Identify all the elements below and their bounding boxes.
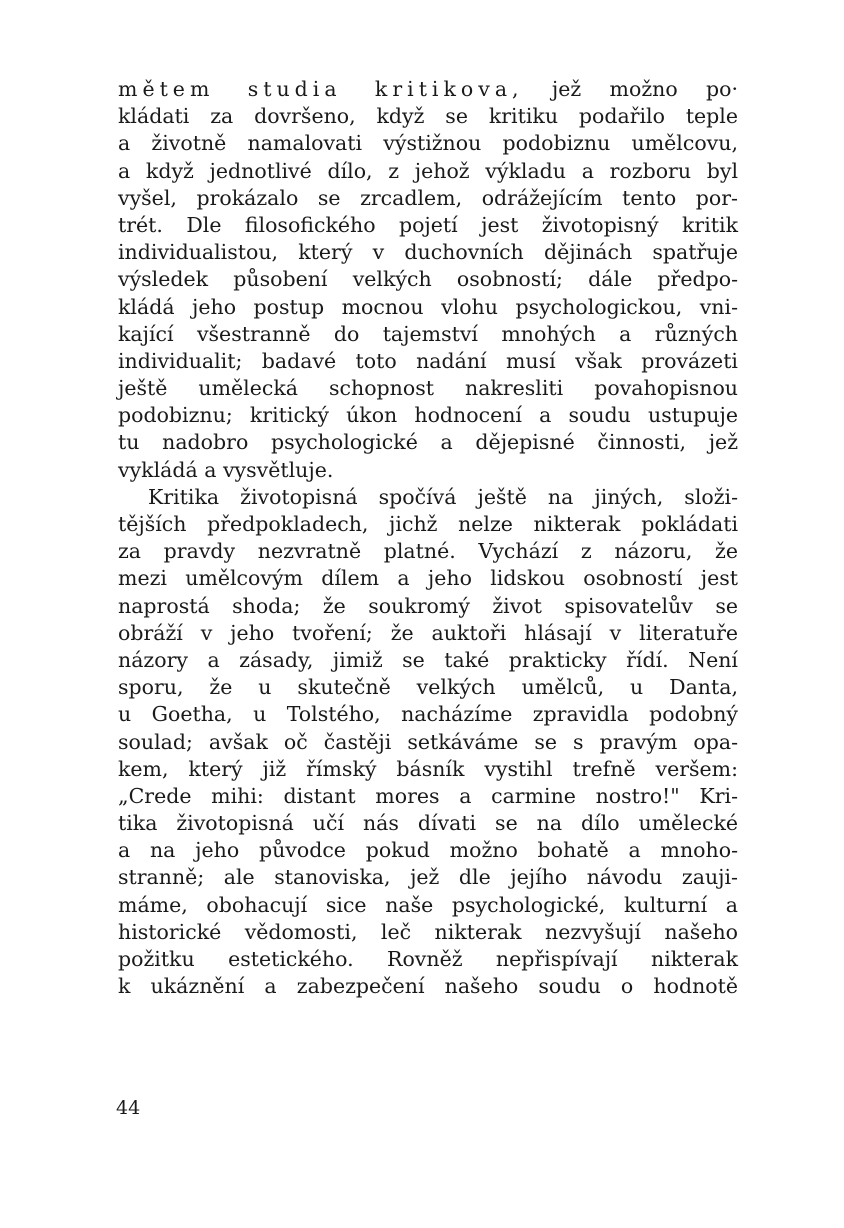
text-line: kládati za dovršeno, když se kritiku podařilo teple [118,104,738,129]
text-line: tu nadobro psychologické a dějepisné činnosti, jež [118,430,738,455]
text-line: kem, který již římský básník vystihl trefně veršem: [118,756,738,781]
text-line: za pravdy nezvratně platné. Vychází z názoru, že [118,539,738,564]
text-line: tějších předpokladech, jichž nelze nikterak pokládati [118,512,738,536]
text-line: historické vědomosti, leč nikterak nezvyšují našeho [118,919,738,944]
text-line: sporu, že u skutečně velkých umělců, u Danta, [118,675,738,700]
text-line: a životně namalovati výstižnou podobiznu umělcovu, [118,131,738,156]
page-number: 44 [116,1097,141,1119]
paragraph-end-line: vykládá a vysvětluje. [118,457,334,482]
body-text [118,76,738,1000]
text-line: podobiznu; kritický úkon hodnocení a soudu ustupuje [118,403,738,428]
text-line: individualistou, který v duchovních dějinách spatřuje [118,240,738,265]
text-line: k ukáznění a zabezpečení našeho soudu o hodnotě [118,974,738,999]
text-line: kládá jeho postup mocnou vlohu psychologickou, vni- [118,294,738,319]
text-line: ještě umělecká schopnost nakresliti povahopisnou [118,376,738,401]
text-line: máme, obohacují sice naše psychologické, kulturní a [118,892,738,917]
text-line-1 [118,76,738,103]
text-line: a když jednotlivé dílo, z jehož výkladu a rozboru byl [118,158,738,183]
first-line-rest: jež možno po· [523,77,738,101]
text-line: a na jeho původce pokud možno bohatě a mnoho- [118,838,738,863]
text-line: u Goetha, u Tolstého, nacházíme zpravidla podobný [118,702,738,727]
text-line: „Crede mihi: distant mores a carmine nostro!" Kri- [118,783,738,808]
text-line: obráží v jeho tvoření; že auktoři hlásají v literatuře [118,620,738,645]
text-line: tika životopisná učí nás dívati se na dílo umělecké [118,811,738,836]
text-line: názory a zásady, jimiž se také prakticky řídí. Není [118,647,738,672]
text-line: individualit; badavé toto nadání musí však provázeti [118,348,738,373]
paragraph-start-line: Kritika životopisná spočívá ještě na jiných, složi- [148,484,738,509]
text-line: stranně; ale stanoviska, jež dle jejího návodu zauji- [118,865,738,890]
text-line: soulad; avšak oč častěji setkáváme se s pravým opa- [118,729,738,754]
text-line: kající všestranně do tajemství mnohých a různých [118,321,738,346]
text-line: výsledek působení velkých osobností; dále předpo- [118,267,738,292]
spaced-emphasis: mětem studia kritikova, [118,77,524,101]
text-line: naprostá shoda; že soukromý život spisovatelův se [118,593,738,618]
text-line: požitku estetického. Rovněž nepřispívají nikterak [118,947,738,971]
text-line: mezi umělcovým dílem a jeho lidskou osobností jest [118,566,738,591]
text-line: trét. Dle filosofického pojetí jest životopisný kritik [118,212,738,237]
text-line: vyšel, prokázalo se zrcadlem, odrážejícím tento por- [118,185,738,210]
